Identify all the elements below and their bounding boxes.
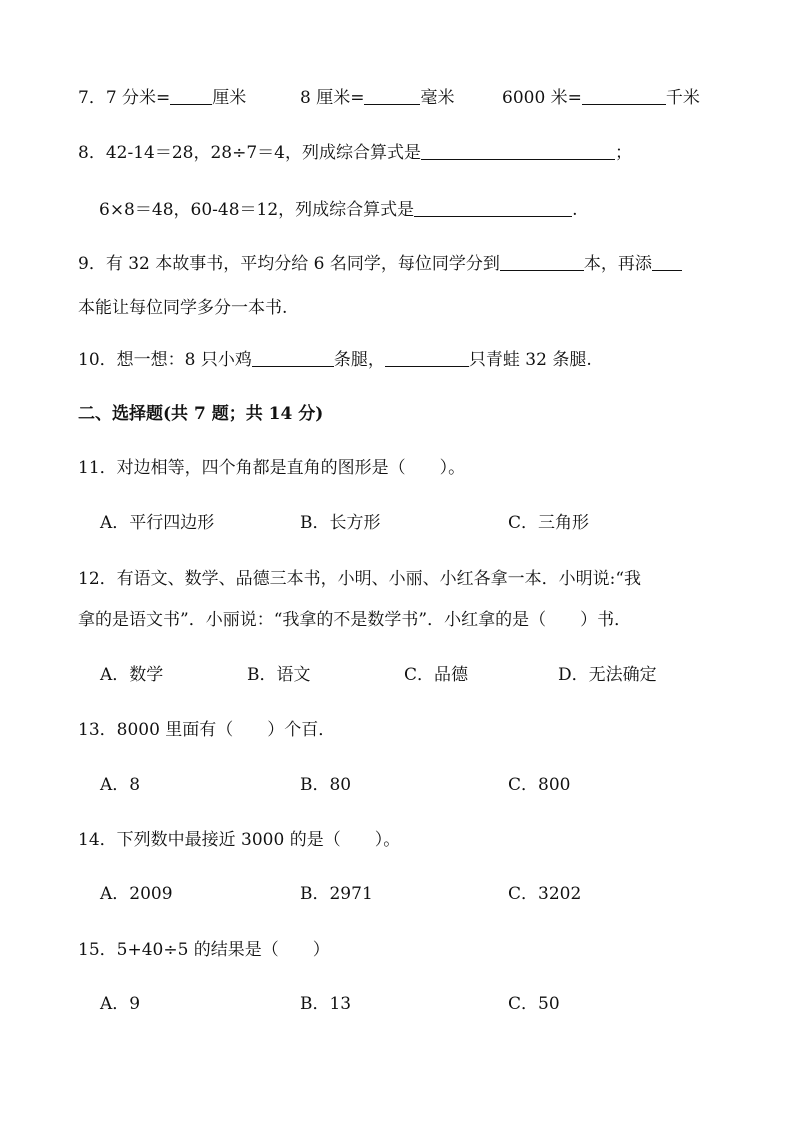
section-heading: 二、选择题(共 7 题；共 14 分) [78,404,324,424]
option-c[interactable]: C．3202 [508,884,582,904]
question-11: 11．对边相等，四个角都是直角的图形是（ ）。 [78,458,466,478]
answer-blank[interactable] [414,198,572,217]
option-a[interactable]: A．9 [100,994,141,1014]
question-12-line-1: 12．有语文、数学、品德三本书，小明、小丽、小红各拿一本．小明说:“我 [78,569,642,589]
question-12-line-2: 拿的是语文书”．小丽说：“我拿的不是数学书”．小红拿的是（ ）书． [78,610,632,630]
answer-blank[interactable] [170,86,212,105]
answer-blank[interactable] [582,86,666,105]
option-b[interactable]: B．2971 [300,884,373,904]
answer-blank[interactable] [421,141,615,160]
question-number: 8． [78,143,106,163]
question-9-line-1: 9．有 32 本故事书，平均分给 6 名同学，每位同学分到 本，再添 [78,252,682,276]
question-15: 15．5+40÷5 的结果是（ ） [78,940,330,960]
option-b[interactable]: B．80 [300,775,352,795]
question-14: 14．下列数中最接近 3000 的是（ ）。 [78,830,401,850]
option-b[interactable]: B．长方形 [300,513,381,533]
question-number: 9． [78,254,106,274]
question-13: 13．8000 里面有（ ）个百． [78,720,336,740]
option-c[interactable]: C．三角形 [508,513,590,533]
option-b[interactable]: B．13 [300,994,352,1014]
answer-blank[interactable] [252,348,334,367]
question-7-part-c: 6000 米= 千米 [502,88,700,108]
answer-blank[interactable] [500,252,584,271]
question-8-line-1: 8．42-14＝28，28÷7＝4，列成综合算式是 ； [78,143,632,163]
question-9-line-2: 本能让每位同学多分一本书. [78,298,288,318]
option-a[interactable]: A．平行四边形 [100,513,215,533]
option-b[interactable]: B．语文 [247,665,311,685]
option-c[interactable]: C．品德 [404,665,469,685]
option-c[interactable]: C．800 [508,775,571,795]
option-d[interactable]: D．无法确定 [558,665,657,685]
answer-blank[interactable] [652,252,682,271]
question-8-line-2: 6×8＝48，60-48＝12，列成综合算式是 . [99,200,578,220]
option-c[interactable]: C．50 [508,994,560,1014]
option-a[interactable]: A．数学 [100,665,164,685]
answer-blank[interactable] [364,86,420,105]
question-7: 7．7 分米= 厘米 [78,88,247,108]
question-number: 7． [78,88,106,108]
question-number: 10． [78,350,117,370]
question-10: 10．想一想：8 只小鸡 条腿， 只青蛙 32 条腿. [78,350,592,370]
question-7-part-b: 8 厘米= 毫米 [300,88,455,108]
answer-blank[interactable] [385,348,469,367]
option-a[interactable]: A．2009 [100,884,173,904]
option-a[interactable]: A．8 [100,775,141,795]
